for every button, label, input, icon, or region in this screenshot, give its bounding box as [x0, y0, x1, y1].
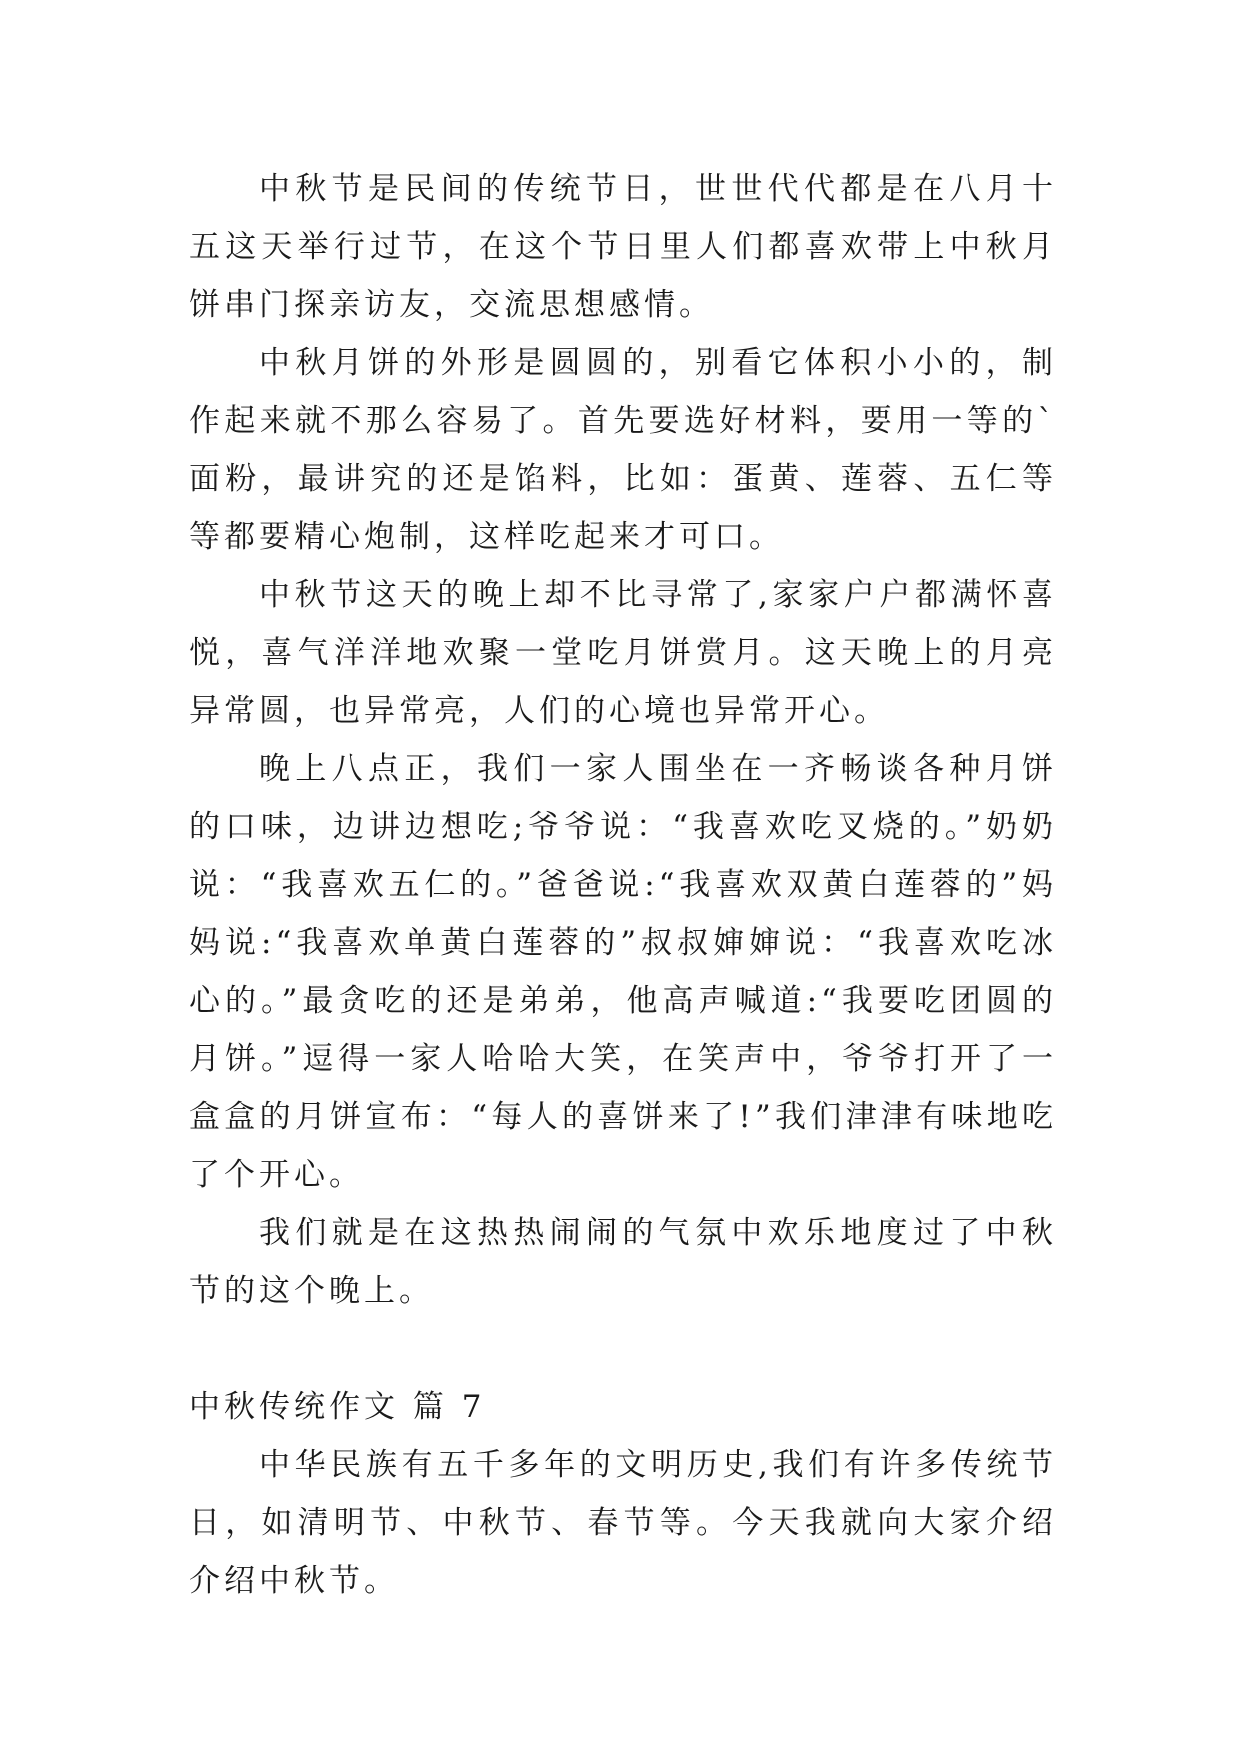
paragraph-section7-intro: 中华民族有五千多年的文明历史,我们有许多传统节日，如清明节、中秋节、春节等。今天我就向大家介绍介绍中秋节。 [189, 1447, 1057, 1599]
paragraph-family-flavors: 晚上八点正，我们一家人围坐在一齐畅谈各种月饼的口味，边讲边想吃;爷爷说：“我喜欢吃叉烧的。”奶奶说：“我喜欢五仁的。”爸爸说:“我喜欢双黄白莲蓉的”妈妈说:“我喜欢单黄白莲蓉的”叔叔婶婶说：“我喜欢吃冰心的。”最贪吃的还是弟弟，他高声喊道:“我要吃团圆的月饼。”逗得一家人哈哈大笑，在笑声中，爷爷打开了一盒盒的月饼宣布：“每人的喜饼来了!”我们津津有味地吃了个开心。 [189, 751, 1057, 1193]
paragraph-conclusion: 我们就是在这热热闹闹的气氛中欢乐地度过了中秋节的这个晚上。 [189, 1215, 1057, 1309]
paragraph-evening-celebration: 中秋节这天的晚上却不比寻常了,家家户户都满怀喜悦，喜气洋洋地欢聚一堂吃月饼赏月。这天晚上的月亮异常圆，也异常亮，人们的心境也异常开心。 [189, 577, 1057, 729]
paragraph-festival-intro: 中秋节是民间的传统节日，世世代代都是在八月十五这天举行过节，在这个节日里人们都喜欢带上中秋月饼串门探亲访友，交流思想感情。 [189, 171, 1057, 323]
section-heading: 中秋传统作文 篇 7 [189, 1389, 486, 1425]
paragraph-mooncake-making: 中秋月饼的外形是圆圆的，别看它体积小小的，制作起来就不那么容易了。首先要选好材料，要用一等的`面粉，最讲究的还是馅料，比如：蛋黄、莲蓉、五仁等等都要精心炮制，这样吃起来才可口。 [189, 345, 1057, 555]
document-body [189, 160, 1057, 1610]
